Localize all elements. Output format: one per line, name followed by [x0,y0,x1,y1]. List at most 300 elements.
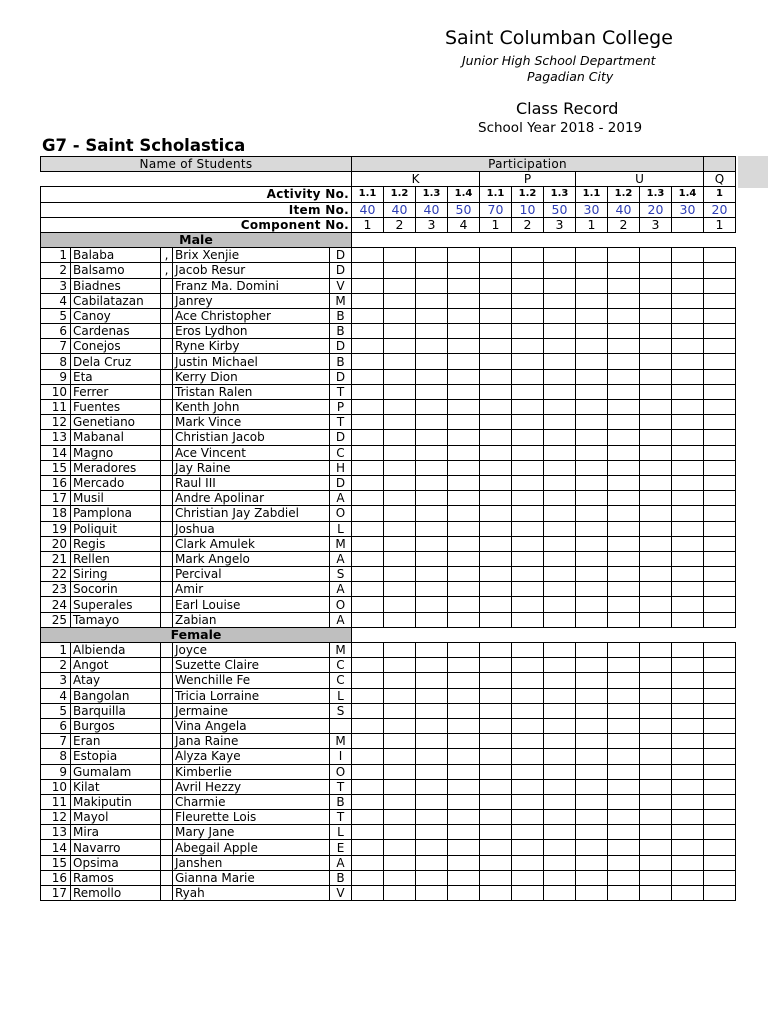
score-cell[interactable] [384,840,416,855]
score-cell[interactable] [672,718,704,733]
score-cell[interactable] [672,506,704,521]
score-cell[interactable] [512,825,544,840]
score-cell[interactable] [352,870,384,885]
score-cell[interactable] [672,886,704,901]
score-cell[interactable] [352,779,384,794]
score-cell[interactable] [704,825,736,840]
score-cell[interactable] [640,612,672,627]
score-cell[interactable] [576,248,608,263]
score-cell[interactable] [544,263,576,278]
score-cell[interactable] [384,339,416,354]
score-cell[interactable] [608,491,640,506]
score-cell[interactable] [448,840,480,855]
score-cell[interactable] [608,369,640,384]
score-cell[interactable] [544,749,576,764]
score-cell[interactable] [480,673,512,688]
score-cell[interactable] [384,612,416,627]
score-cell[interactable] [512,460,544,475]
score-cell[interactable] [384,582,416,597]
score-cell[interactable] [544,567,576,582]
score-cell[interactable] [416,840,448,855]
score-cell[interactable] [640,278,672,293]
score-cell[interactable] [576,339,608,354]
score-cell[interactable] [448,794,480,809]
score-cell[interactable] [608,400,640,415]
score-cell[interactable] [608,293,640,308]
score-cell[interactable] [640,582,672,597]
score-cell[interactable] [480,718,512,733]
score-cell[interactable] [352,460,384,475]
score-cell[interactable] [512,324,544,339]
score-cell[interactable] [608,688,640,703]
score-cell[interactable] [704,369,736,384]
score-cell[interactable] [608,764,640,779]
score-cell[interactable] [608,673,640,688]
score-cell[interactable] [672,384,704,399]
score-cell[interactable] [416,551,448,566]
score-cell[interactable] [448,673,480,688]
score-cell[interactable] [384,597,416,612]
score-cell[interactable] [384,688,416,703]
score-cell[interactable] [512,445,544,460]
score-cell[interactable] [416,415,448,430]
score-cell[interactable] [576,764,608,779]
score-cell[interactable] [704,658,736,673]
score-cell[interactable] [672,324,704,339]
score-cell[interactable] [608,734,640,749]
score-cell[interactable] [704,764,736,779]
score-cell[interactable] [704,293,736,308]
score-cell[interactable] [672,354,704,369]
score-cell[interactable] [576,278,608,293]
score-cell[interactable] [576,840,608,855]
score-cell[interactable] [352,278,384,293]
score-cell[interactable] [576,810,608,825]
score-cell[interactable] [448,475,480,490]
score-cell[interactable] [640,339,672,354]
score-cell[interactable] [544,703,576,718]
score-cell[interactable] [480,415,512,430]
score-cell[interactable] [352,764,384,779]
score-cell[interactable] [608,794,640,809]
score-cell[interactable] [608,855,640,870]
score-cell[interactable] [544,491,576,506]
score-cell[interactable] [512,673,544,688]
score-cell[interactable] [544,384,576,399]
score-cell[interactable] [704,460,736,475]
score-cell[interactable] [352,810,384,825]
score-cell[interactable] [416,612,448,627]
score-cell[interactable] [448,688,480,703]
score-cell[interactable] [576,324,608,339]
score-cell[interactable] [512,749,544,764]
score-cell[interactable] [544,643,576,658]
score-cell[interactable] [672,460,704,475]
score-cell[interactable] [448,293,480,308]
score-cell[interactable] [512,886,544,901]
score-cell[interactable] [512,794,544,809]
score-cell[interactable] [512,369,544,384]
score-cell[interactable] [480,293,512,308]
score-cell[interactable] [672,825,704,840]
score-cell[interactable] [608,612,640,627]
score-cell[interactable] [576,567,608,582]
score-cell[interactable] [384,886,416,901]
score-cell[interactable] [640,718,672,733]
score-cell[interactable] [448,324,480,339]
score-cell[interactable] [512,840,544,855]
score-cell[interactable] [640,551,672,566]
score-cell[interactable] [352,293,384,308]
score-cell[interactable] [640,384,672,399]
score-cell[interactable] [704,308,736,323]
score-cell[interactable] [672,597,704,612]
score-cell[interactable] [480,643,512,658]
score-cell[interactable] [448,384,480,399]
score-cell[interactable] [416,460,448,475]
score-cell[interactable] [352,825,384,840]
score-cell[interactable] [480,400,512,415]
score-cell[interactable] [352,400,384,415]
score-cell[interactable] [672,263,704,278]
score-cell[interactable] [384,491,416,506]
score-cell[interactable] [480,263,512,278]
score-cell[interactable] [480,460,512,475]
score-cell[interactable] [672,475,704,490]
score-cell[interactable] [704,734,736,749]
score-cell[interactable] [512,263,544,278]
score-cell[interactable] [480,354,512,369]
score-cell[interactable] [352,445,384,460]
score-cell[interactable] [384,749,416,764]
score-cell[interactable] [704,673,736,688]
score-cell[interactable] [704,567,736,582]
score-cell[interactable] [640,475,672,490]
score-cell[interactable] [672,369,704,384]
score-cell[interactable] [704,430,736,445]
score-cell[interactable] [512,567,544,582]
score-cell[interactable] [352,430,384,445]
score-cell[interactable] [544,612,576,627]
score-cell[interactable] [512,551,544,566]
score-cell[interactable] [384,445,416,460]
score-cell[interactable] [480,688,512,703]
score-cell[interactable] [352,855,384,870]
score-cell[interactable] [448,567,480,582]
score-cell[interactable] [480,324,512,339]
score-cell[interactable] [576,870,608,885]
score-cell[interactable] [416,536,448,551]
score-cell[interactable] [384,248,416,263]
score-cell[interactable] [352,521,384,536]
score-cell[interactable] [448,278,480,293]
score-cell[interactable] [576,354,608,369]
score-cell[interactable] [608,703,640,718]
score-cell[interactable] [480,430,512,445]
score-cell[interactable] [672,536,704,551]
score-cell[interactable] [352,415,384,430]
score-cell[interactable] [640,840,672,855]
score-cell[interactable] [608,536,640,551]
score-cell[interactable] [640,764,672,779]
score-cell[interactable] [544,886,576,901]
score-cell[interactable] [576,658,608,673]
score-cell[interactable] [704,354,736,369]
score-cell[interactable] [672,400,704,415]
score-cell[interactable] [608,886,640,901]
score-cell[interactable] [384,293,416,308]
score-cell[interactable] [640,673,672,688]
score-cell[interactable] [384,643,416,658]
score-cell[interactable] [384,658,416,673]
score-cell[interactable] [672,308,704,323]
score-cell[interactable] [608,551,640,566]
score-cell[interactable] [448,855,480,870]
score-cell[interactable] [512,734,544,749]
score-cell[interactable] [384,263,416,278]
score-cell[interactable] [448,369,480,384]
score-cell[interactable] [608,643,640,658]
score-cell[interactable] [544,339,576,354]
score-cell[interactable] [576,400,608,415]
score-cell[interactable] [512,779,544,794]
score-cell[interactable] [512,764,544,779]
score-cell[interactable] [608,324,640,339]
score-cell[interactable] [544,506,576,521]
score-cell[interactable] [544,475,576,490]
score-cell[interactable] [640,536,672,551]
score-cell[interactable] [416,339,448,354]
score-cell[interactable] [576,369,608,384]
score-cell[interactable] [512,810,544,825]
score-cell[interactable] [448,430,480,445]
score-cell[interactable] [384,825,416,840]
score-cell[interactable] [352,673,384,688]
score-cell[interactable] [512,718,544,733]
score-cell[interactable] [672,749,704,764]
score-cell[interactable] [672,278,704,293]
score-cell[interactable] [512,430,544,445]
score-cell[interactable] [448,354,480,369]
score-cell[interactable] [416,764,448,779]
score-cell[interactable] [416,445,448,460]
score-cell[interactable] [448,308,480,323]
score-cell[interactable] [352,491,384,506]
score-cell[interactable] [512,855,544,870]
score-cell[interactable] [480,612,512,627]
score-cell[interactable] [576,779,608,794]
score-cell[interactable] [608,597,640,612]
score-cell[interactable] [608,870,640,885]
score-cell[interactable] [512,688,544,703]
score-cell[interactable] [480,308,512,323]
score-cell[interactable] [576,886,608,901]
score-cell[interactable] [576,263,608,278]
score-cell[interactable] [608,278,640,293]
score-cell[interactable] [512,339,544,354]
score-cell[interactable] [416,825,448,840]
score-cell[interactable] [608,567,640,582]
score-cell[interactable] [352,308,384,323]
score-cell[interactable] [480,840,512,855]
score-cell[interactable] [480,794,512,809]
score-cell[interactable] [416,506,448,521]
score-cell[interactable] [448,643,480,658]
score-cell[interactable] [672,248,704,263]
score-cell[interactable] [448,491,480,506]
score-cell[interactable] [544,551,576,566]
score-cell[interactable] [416,643,448,658]
score-cell[interactable] [448,886,480,901]
score-cell[interactable] [480,734,512,749]
score-cell[interactable] [544,324,576,339]
score-cell[interactable] [448,612,480,627]
score-cell[interactable] [704,400,736,415]
score-cell[interactable] [448,703,480,718]
score-cell[interactable] [416,688,448,703]
score-cell[interactable] [480,536,512,551]
score-cell[interactable] [352,886,384,901]
score-cell[interactable] [576,612,608,627]
score-cell[interactable] [480,855,512,870]
score-cell[interactable] [576,703,608,718]
score-cell[interactable] [416,521,448,536]
score-cell[interactable] [640,491,672,506]
score-cell[interactable] [704,582,736,597]
score-cell[interactable] [448,597,480,612]
score-cell[interactable] [384,506,416,521]
score-cell[interactable] [576,521,608,536]
score-cell[interactable] [512,582,544,597]
score-cell[interactable] [608,825,640,840]
score-cell[interactable] [608,658,640,673]
score-cell[interactable] [672,415,704,430]
score-cell[interactable] [512,384,544,399]
score-cell[interactable] [640,369,672,384]
score-cell[interactable] [384,673,416,688]
score-cell[interactable] [576,475,608,490]
score-cell[interactable] [544,521,576,536]
score-cell[interactable] [352,794,384,809]
score-cell[interactable] [640,794,672,809]
score-cell[interactable] [544,658,576,673]
score-cell[interactable] [448,718,480,733]
score-cell[interactable] [672,794,704,809]
score-cell[interactable] [576,749,608,764]
score-cell[interactable] [640,248,672,263]
score-cell[interactable] [416,673,448,688]
score-cell[interactable] [384,855,416,870]
score-cell[interactable] [704,703,736,718]
score-cell[interactable] [384,718,416,733]
score-cell[interactable] [416,354,448,369]
score-cell[interactable] [416,870,448,885]
score-cell[interactable] [512,870,544,885]
score-cell[interactable] [704,536,736,551]
score-cell[interactable] [512,597,544,612]
score-cell[interactable] [480,248,512,263]
score-cell[interactable] [384,460,416,475]
score-cell[interactable] [352,475,384,490]
score-cell[interactable] [352,339,384,354]
score-cell[interactable] [704,491,736,506]
score-cell[interactable] [448,810,480,825]
score-cell[interactable] [672,582,704,597]
score-cell[interactable] [704,415,736,430]
score-cell[interactable] [448,734,480,749]
score-cell[interactable] [352,597,384,612]
score-cell[interactable] [544,369,576,384]
score-cell[interactable] [704,643,736,658]
score-cell[interactable] [640,886,672,901]
score-cell[interactable] [640,810,672,825]
score-cell[interactable] [384,521,416,536]
score-cell[interactable] [640,308,672,323]
score-cell[interactable] [576,673,608,688]
score-cell[interactable] [448,764,480,779]
score-cell[interactable] [576,415,608,430]
score-cell[interactable] [544,673,576,688]
score-cell[interactable] [544,582,576,597]
score-cell[interactable] [384,308,416,323]
score-cell[interactable] [608,460,640,475]
score-cell[interactable] [640,324,672,339]
score-cell[interactable] [352,551,384,566]
score-cell[interactable] [704,551,736,566]
score-cell[interactable] [672,703,704,718]
score-cell[interactable] [544,278,576,293]
score-cell[interactable] [544,794,576,809]
score-cell[interactable] [544,460,576,475]
score-cell[interactable] [704,612,736,627]
score-cell[interactable] [416,597,448,612]
score-cell[interactable] [352,263,384,278]
score-cell[interactable] [448,536,480,551]
score-cell[interactable] [640,870,672,885]
score-cell[interactable] [416,703,448,718]
score-cell[interactable] [512,612,544,627]
score-cell[interactable] [384,324,416,339]
score-cell[interactable] [352,612,384,627]
score-cell[interactable] [512,475,544,490]
score-cell[interactable] [672,339,704,354]
score-cell[interactable] [576,643,608,658]
score-cell[interactable] [576,855,608,870]
score-cell[interactable] [608,840,640,855]
score-cell[interactable] [480,521,512,536]
score-cell[interactable] [640,445,672,460]
score-cell[interactable] [352,718,384,733]
score-cell[interactable] [704,810,736,825]
score-cell[interactable] [512,248,544,263]
score-cell[interactable] [480,825,512,840]
score-cell[interactable] [416,855,448,870]
score-cell[interactable] [384,703,416,718]
score-cell[interactable] [704,248,736,263]
score-cell[interactable] [672,764,704,779]
score-cell[interactable] [384,354,416,369]
score-cell[interactable] [352,354,384,369]
score-cell[interactable] [384,764,416,779]
score-cell[interactable] [512,293,544,308]
score-cell[interactable] [512,278,544,293]
score-cell[interactable] [448,400,480,415]
score-cell[interactable] [416,384,448,399]
score-cell[interactable] [384,430,416,445]
score-cell[interactable] [384,475,416,490]
score-cell[interactable] [480,506,512,521]
score-cell[interactable] [384,567,416,582]
